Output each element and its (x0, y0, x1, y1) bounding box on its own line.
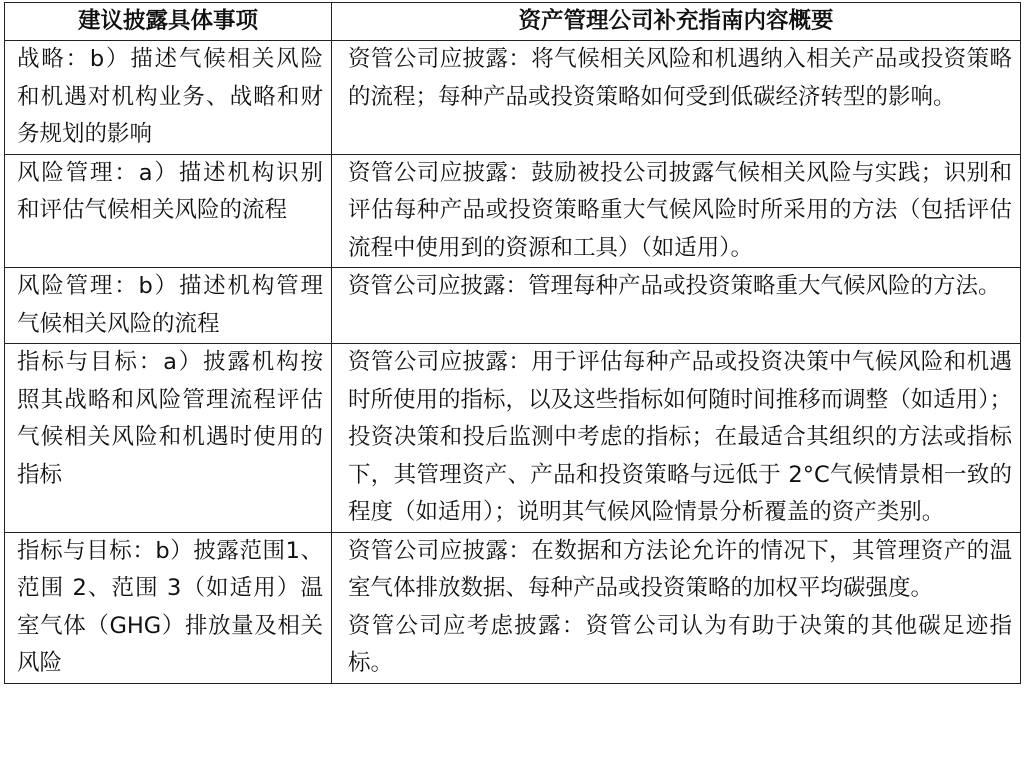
disclosure-guidance-table (4, 2, 1021, 684)
disclosure-item-cell: 指标与目标：b）披露范围1、范围 2、范围 3（如适用）温室气体（GHG）排放量及相关风险 (5, 532, 332, 683)
guidance-paragraph: 资管公司应披露：将气候相关风险和机遇纳入相关产品或投资策略的流程；每种产品或投资策略如何受到低碳经济转型的影响。 (348, 46, 1012, 110)
disclosure-item-cell: 指标与目标：a）披露机构按照其战略和风险管理流程评估气候相关风险和机遇时使用的指标 (5, 344, 332, 533)
guidance-summary-cell (332, 268, 1021, 344)
disclosure-item-cell: 风险管理：b）描述机构管理气候相关风险的流程 (5, 268, 332, 344)
table-row (5, 154, 1021, 268)
header-guidance-summary: 资产管理公司补充指南内容概要 (332, 3, 1021, 41)
guidance-paragraph: 资管公司应披露：鼓励被投公司披露气候相关风险与实践；识别和评估每种产品或投资策略重大气候风险时所采用的方法（包括评估流程中使用到的资源和工具）（如适用）。 (348, 159, 1012, 261)
header-row (5, 3, 1021, 41)
table-header (5, 3, 1021, 41)
disclosure-item-cell: 战略：b）描述气候相关风险和机遇对机构业务、战略和财务规划的影响 (5, 41, 332, 155)
table-row (5, 268, 1021, 344)
table-body (5, 41, 1021, 684)
guidance-summary-cell (332, 41, 1021, 155)
header-disclosure-item: 建议披露具体事项 (5, 3, 332, 41)
guidance-paragraph: 资管公司应考虑披露：资管公司认为有助于决策的其他碳足迹指标。 (348, 612, 1012, 676)
guidance-summary-cell (332, 154, 1021, 268)
guidance-paragraph: 资管公司应披露：管理每种产品或投资策略重大气候风险的方法。 (348, 273, 1001, 299)
table-row (5, 344, 1021, 533)
guidance-summary-cell (332, 532, 1021, 683)
guidance-paragraph: 资管公司应披露：在数据和方法论允许的情况下，其管理资产的温室气体排放数据、每种产品或投资策略的加权平均碳强度。 (348, 537, 1012, 601)
table-row (5, 532, 1021, 683)
guidance-summary-cell (332, 344, 1021, 533)
guidance-paragraph: 资管公司应披露：用于评估每种产品或投资决策中气候风险和机遇时所使用的指标，以及这些指标如何随时间推移而调整（如适用）；投资决策和投后监测中考虑的指标；在最适合其组织的方法或指标下，其管理资产、产品和投资策略与远低于 2°C气候情景相一致的程度（如适用）；说明其气候风险情景分析覆盖的资产类别。 (348, 349, 1012, 525)
table-row (5, 41, 1021, 155)
disclosure-item-cell: 风险管理：a）描述机构识别和评估气候相关风险的流程 (5, 154, 332, 268)
